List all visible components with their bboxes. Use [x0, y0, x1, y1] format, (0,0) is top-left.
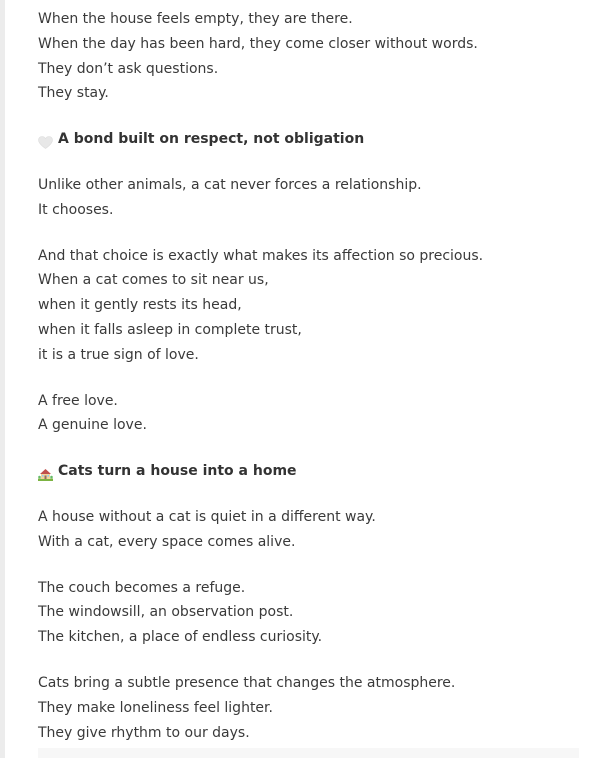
section-heading-text: A bond built on respect, not obligation [58, 131, 365, 148]
paragraph [38, 576, 598, 650]
house-with-garden-icon [38, 465, 53, 478]
section-heading-bond [38, 127, 598, 152]
next-block-edge [38, 748, 579, 758]
text-line: With a cat, every space comes alive. [38, 533, 296, 550]
text-line: Unlike other animals, a cat never forces a relationship. [38, 176, 422, 193]
text-line: When the house feels empty, they are there. [38, 11, 353, 27]
text-line: They don’t ask questions. [38, 60, 219, 77]
white-heart-icon [38, 133, 53, 146]
text-line: Cats bring a subtle presence that changes the atmosphere. [38, 674, 456, 691]
left-border-rail [0, 0, 5, 758]
section-heading-home [38, 459, 598, 484]
text-line: When a cat comes to sit near us, [38, 272, 269, 289]
text-line: when it gently rests its head, [38, 297, 242, 314]
text-line: it is a true sign of love. [38, 346, 199, 363]
text-line: They stay. [38, 85, 109, 102]
paragraph [38, 505, 598, 555]
paragraph [38, 389, 598, 439]
text-line: A house without a cat is quiet in a different way. [38, 508, 376, 525]
intro-paragraph [38, 7, 598, 106]
paragraph [38, 244, 598, 368]
text-line: When the day has been hard, they come closer without words. [38, 35, 478, 52]
text-line: They give rhythm to our days. [38, 724, 250, 741]
text-line: And that choice is exactly what makes its affection so precious. [38, 247, 484, 264]
paragraph [38, 671, 598, 745]
text-line: when it falls asleep in complete trust, [38, 321, 302, 338]
article-body [38, 7, 598, 745]
paragraph [38, 173, 598, 223]
text-line: The windowsill, an observation post. [38, 604, 294, 621]
text-line: The kitchen, a place of endless curiosity. [38, 629, 323, 646]
text-line: A genuine love. [38, 417, 147, 434]
text-line: It chooses. [38, 201, 114, 218]
section-heading-text: Cats turn a house into a home [58, 463, 297, 480]
text-line: The couch becomes a refuge. [38, 579, 246, 596]
text-line: A free love. [38, 392, 118, 409]
text-line: They make loneliness feel lighter. [38, 699, 273, 716]
